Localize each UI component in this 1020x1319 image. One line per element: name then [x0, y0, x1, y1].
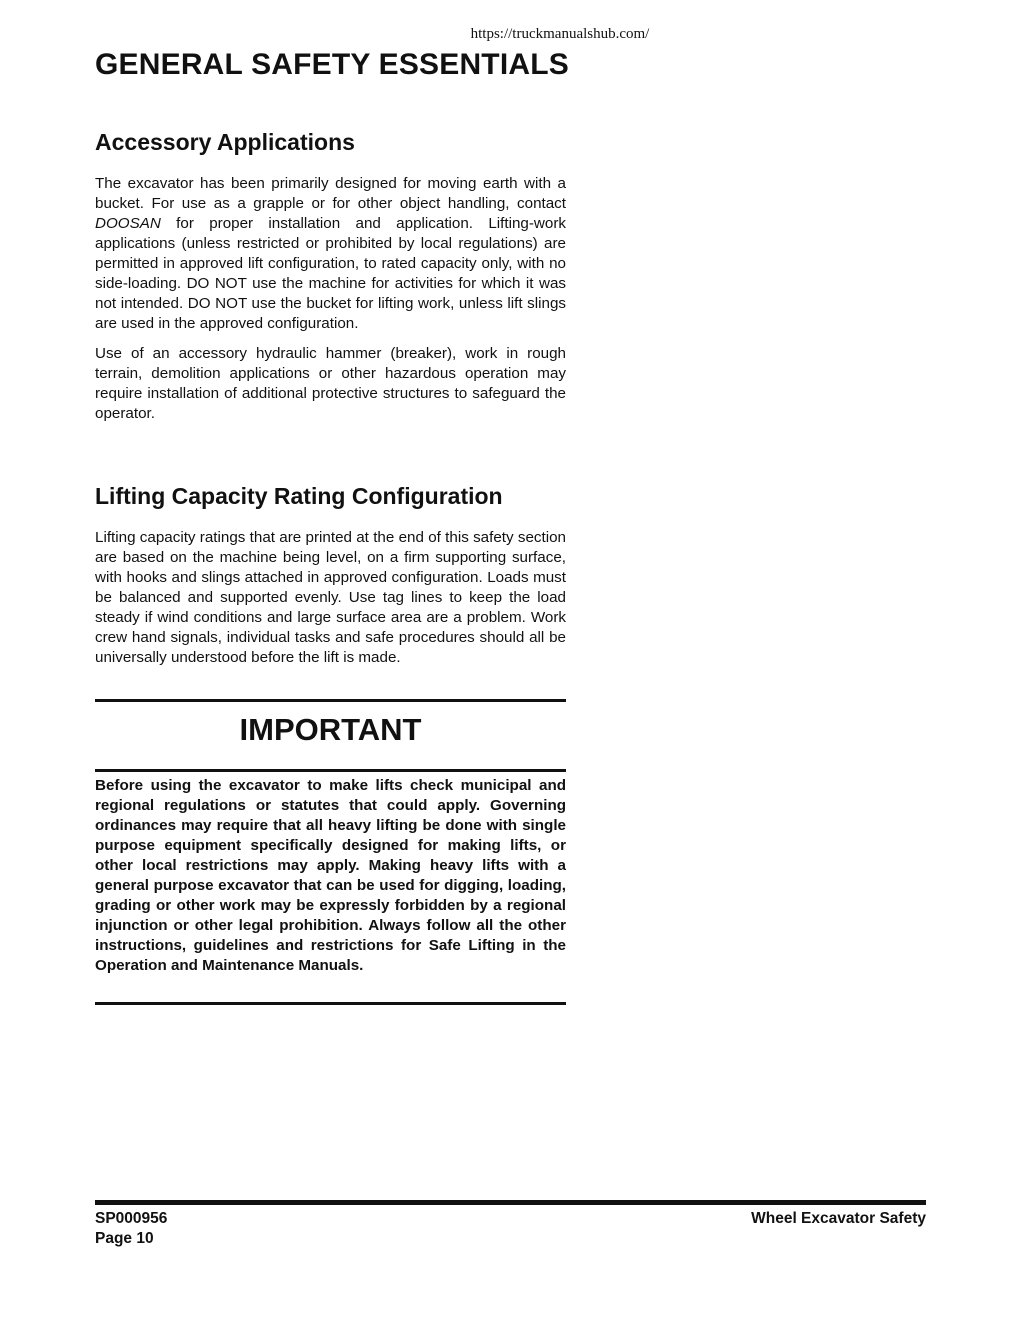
section-heading: Accessory Applications	[95, 129, 355, 155]
paragraph: Lifting capacity ratings that are printed at the end of this safety section are based on the machine being level, on a firm supporting surface, with hooks and slings attached in approved configuration. Loads must be balanced and supported evenly. Use tag lines to keep the load steady if wind conditions and large surface area are a problem. Work crew hand signals, individual tasks and safe procedures should all be universally understood before the lift is made.	[95, 529, 566, 666]
paragraph	[95, 174, 566, 334]
header-url-text: https://truckmanualshub.com/	[470, 26, 650, 42]
important-text: Before using the excavator to make lifts check municipal and regional regulations or statutes that could apply. Governing ordinances may require that all heavy lifting be done with single purpose equipment specifically designed for making lifts, or other local restrictions may apply. Making heavy lifts with a general purpose excavator that can be used for digging, loading, grading or other work may be expressly forbidden by a regional injunction or other legal prohibition. Always follow all the other instructions, guidelines and restrictions for Safe Lifting in the Operation and Maintenance Manuals.	[95, 777, 566, 974]
footer-doc-id: SP000956	[95, 1210, 168, 1227]
paragraph-text: The excavator has been primarily designed for moving earth with a bucket. For use as a grapple or for other object handling, contact	[95, 175, 566, 212]
important-box	[95, 776, 566, 976]
footer-page-number: Page 10	[95, 1230, 154, 1247]
important-top-rule	[95, 699, 566, 702]
header-url	[50, 26, 1020, 43]
page-title: GENERAL SAFETY ESSENTIALS	[95, 48, 569, 81]
footer-title: Wheel Excavator Safety	[751, 1210, 926, 1227]
brand-name: DOOSAN	[95, 215, 161, 232]
important-mid-rule	[95, 769, 566, 772]
section-heading: Lifting Capacity Rating Configuration	[95, 483, 503, 509]
paragraph: Use of an accessory hydraulic hammer (breaker), work in rough terrain, demolition applications or other hazardous operation may require installation of additional protective structures to safeguard the operator.	[95, 345, 566, 422]
footer-rule	[95, 1200, 926, 1205]
section-lifting-capacity	[95, 483, 566, 668]
paragraph-text: for proper installation and application. Lifting-work applications (unless restricted or prohibited by local regulations) are permitted in approved lift configuration, to rated capacity only, with no side-loading. DO NOT use the machine for activities for which it was not intended. DO NOT use the bucket for lifting work, unless lift slings are used in the approved configuration.	[95, 215, 566, 332]
important-bottom-rule	[95, 1002, 566, 1005]
important-title: IMPORTANT	[239, 712, 422, 747]
section-accessory-applications	[95, 129, 566, 424]
